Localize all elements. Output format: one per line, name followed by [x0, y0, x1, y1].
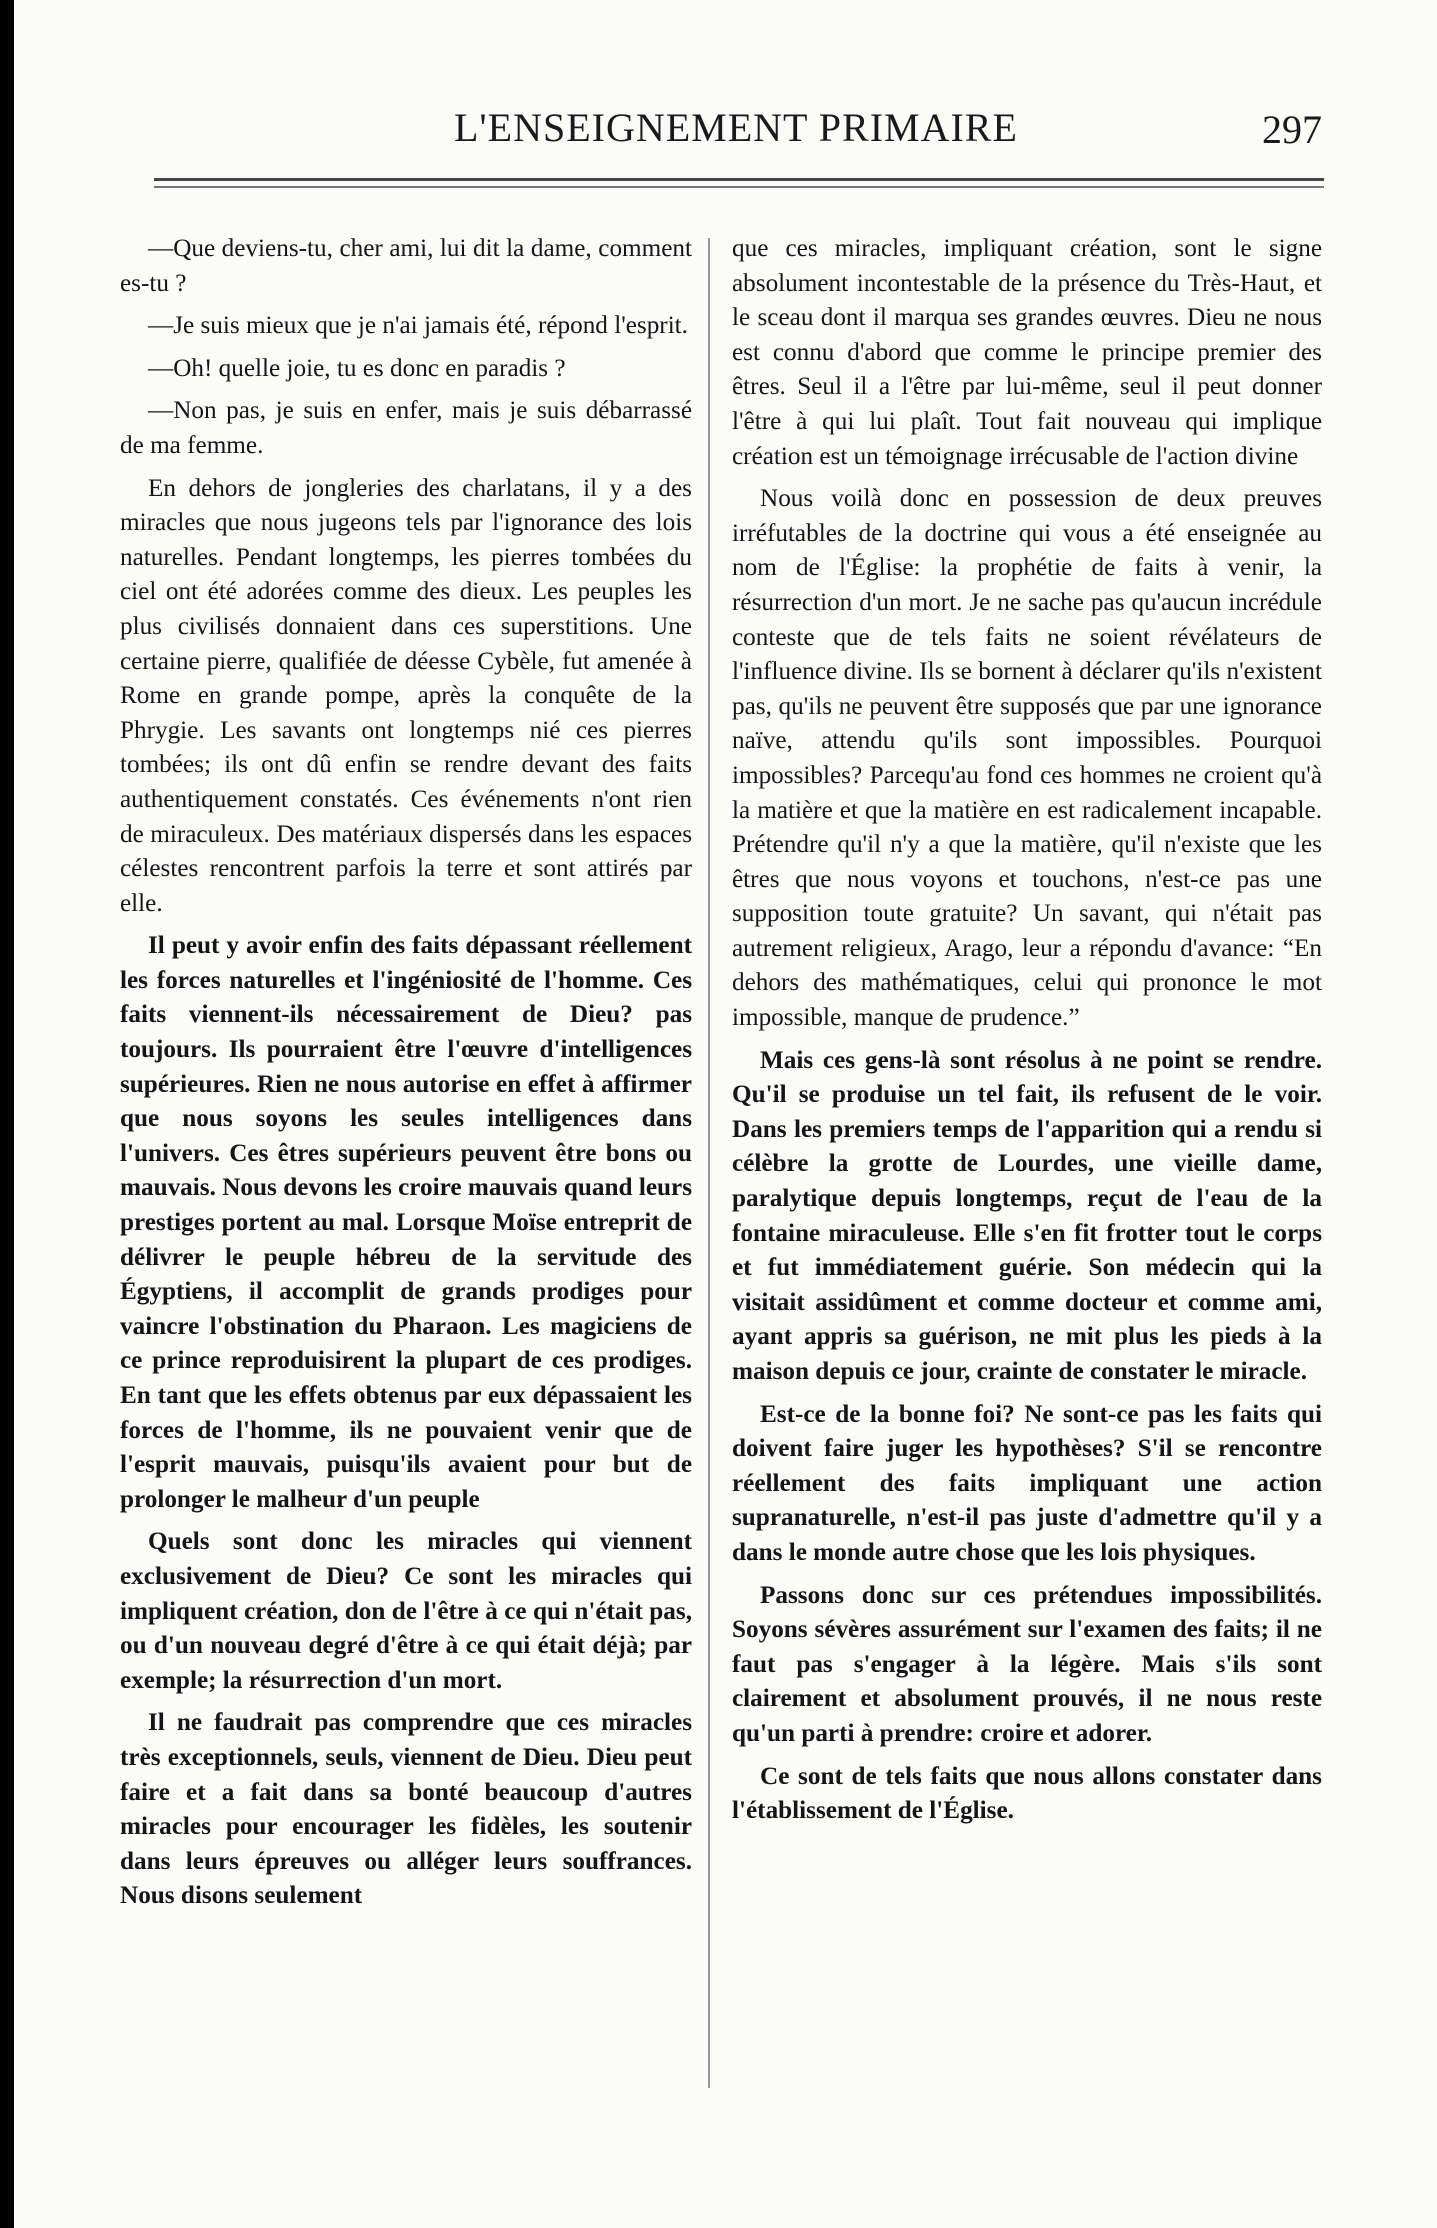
paragraph: Il peut y avoir enfin des faits dépassant réellement les forces naturelles et l'ingéniosité de l'homme. Ces faits viennent-ils nécessairement de Dieu? pas toujours. Ils pourraient être l'œuvre d'intelligences supérieures. Rien ne nous autorise en effet à affirmer que nous soyons les seules intelligences dans l'univers. Ces êtres supérieurs peuvent être bons ou mauvais. Nous devons les croire mauvais quand leurs prestiges portent au mal. Lorsque Moïse entreprit de délivrer le peuple hébreu de la servitude des Égyptiens, il accomplit de grands prodiges pour vaincre l'obstination du Pharaon. Les magiciens de ce prince reproduisirent la plupart de ces prodiges. En tant que les effets obtenus par eux dépassaient les forces de l'homme, ils ne pouvaient venir que de l'esprit mauvais, puisqu'ils avaient pour but de prolonger le malheur d'un peuple — [120, 932, 692, 1513]
paragraph: Passons donc sur ces prétendues impossibilités. Soyons sévères assurément sur l'examen des faits; il ne faut pas s'engager à la légère. Mais s'ils sont clairement et absolument prouvés, il ne nous reste qu'un parti à prendre: croire et adorer. — [732, 1581, 1322, 1747]
header-rule — [154, 178, 1324, 181]
paragraph: Quels sont donc les miracles qui viennent exclusivement de Dieu? Ce sont les miracles qui impliquent création, don de l'être à ce qui n'était pas, ou d'un nouveau degré d'être à ce qui était déjà; par exemple; la résurrection d'un mort. — [120, 1528, 692, 1694]
right-column — [732, 232, 1322, 1837]
paragraph: Ce sont de tels faits que nous allons constater dans l'établissement de l'Église. — [732, 1762, 1322, 1825]
dialogue-line: —Je suis mieux que je n'ai jamais été, répond l'esprit. — [148, 312, 688, 340]
paragraph: Mais ces gens-là sont résolus à ne point se rendre. Qu'il se produise un tel fait, ils refusent de le voir. Dans les premiers temps de l'apparition qui a rendu si célèbre la grotte de Lourdes, une vieille dame, paralytique depuis longtemps, reçut de l'eau de la fontaine miraculeuse. Elle s'en fit frotter tout le corps et fut immédiatement guérie. Son médecin qui la visitait assidûment et comme docteur et comme ami, ayant appris sa guérison, ne mit plus les pieds à la maison depuis ce jour, crainte de constater le miracle. — [732, 1046, 1322, 1385]
dialogue-line: —Non pas, je suis en enfer, mais je suis débarrassé de ma femme. — [120, 397, 692, 459]
left-column — [120, 232, 692, 1922]
dialogue-line: —Que deviens-tu, cher ami, lui dit la dame, comment es-tu ? — [120, 235, 692, 297]
paragraph: Il ne faudrait pas comprendre que ces miracles très exceptionnels, seuls, viennent de Dieu. Dieu peut faire et a fait dans sa bonté beaucoup d'autres miracles pour encourager les fidèles, les soutenir dans leurs épreuves ou alléger leurs souffrances. Nous disons seulement — [120, 1709, 692, 1910]
dialogue-line: —Oh! quelle joie, tu es donc en paradis ? — [148, 354, 566, 382]
paragraph: Est-ce de la bonne foi? Ne sont-ce pas les faits qui doivent faire juger les hypothèses? S'il se rencontre réellement des faits impliquant une action supranaturelle, n'est-il pas juste d'admettre qu'il y a dans le monde autre chose que les lois physiques. — [732, 1400, 1322, 1566]
paragraph: En dehors de jongleries des charlatans, il y a des miracles que nous jugeons tels par l'ignorance des lois naturelles. Pendant longtemps, les pierres tombées du ciel ont été adorées comme des dieux. Les peuples les plus civilisés donnaient dans ces superstitions. Une certaine pierre, qualifiée de déesse Cybèle, fut amenée à Rome en grande pompe, après la conquête de la Phrygie. Les savants ont longtemps nié ces pierres tombées; ils ont dû enfin se rendre devant des faits authentiquement constatés. Ces événements n'ont rien de miraculeux. Des matériaux dispersés dans les espaces célestes rencontrent parfois la terre et sont attirés par elle. — [120, 474, 692, 917]
running-header-title: L'ENSEIGNEMENT PRIMAIRE — [454, 105, 1018, 150]
page-number: 297 — [1262, 107, 1322, 152]
column-divider — [708, 238, 710, 2088]
paragraph: que ces miracles, impliquant création, sont le signe absolument incontestable de la présence du Très-Haut, et le sceau dont il marqua ses grandes œuvres. Dieu ne nous est connu d'abord que comme le principe premier des êtres. Seul il a l'être par lui-même, seul il peut donner l'être à qui lui plaît. Tout fait nouveau qui implique création est un témoignage irrécusable de l'action divine — [732, 235, 1322, 470]
document-page — [14, 0, 1437, 2228]
header-rule-secondary — [154, 186, 1324, 188]
paragraph: Nous voilà donc en possession de deux preuves irréfutables de la doctrine qui vous a été enseignée au nom de l'Église: la prophétie de faits à venir, la résurrection d'un mort. Je ne sache pas qu'aucun incrédule conteste que de tels faits ne soient révélateurs de l'influence divine. Ils se bornent à déclarer qu'ils n'existent pas, qu'ils ne peuvent être supposés que par une ignorance naïve, attendu qu'ils sont impossibles. Pourquoi impossibles? Parcequ'au fond ces hommes ne croient qu'à la matière et que la matière en est radicalement incapable. Prétendre qu'il n'y a que la matière, qu'il n'existe que les êtres que nous voyons et touchons, n'est-ce pas une supposition toute gratuite? Un savant, qui n'était pas autrement religieux, Arago, leur a répondu d'avance: “En dehors des mathématiques, celui qui prononce le mot impossible, manque de prudence.” — [732, 485, 1322, 1032]
